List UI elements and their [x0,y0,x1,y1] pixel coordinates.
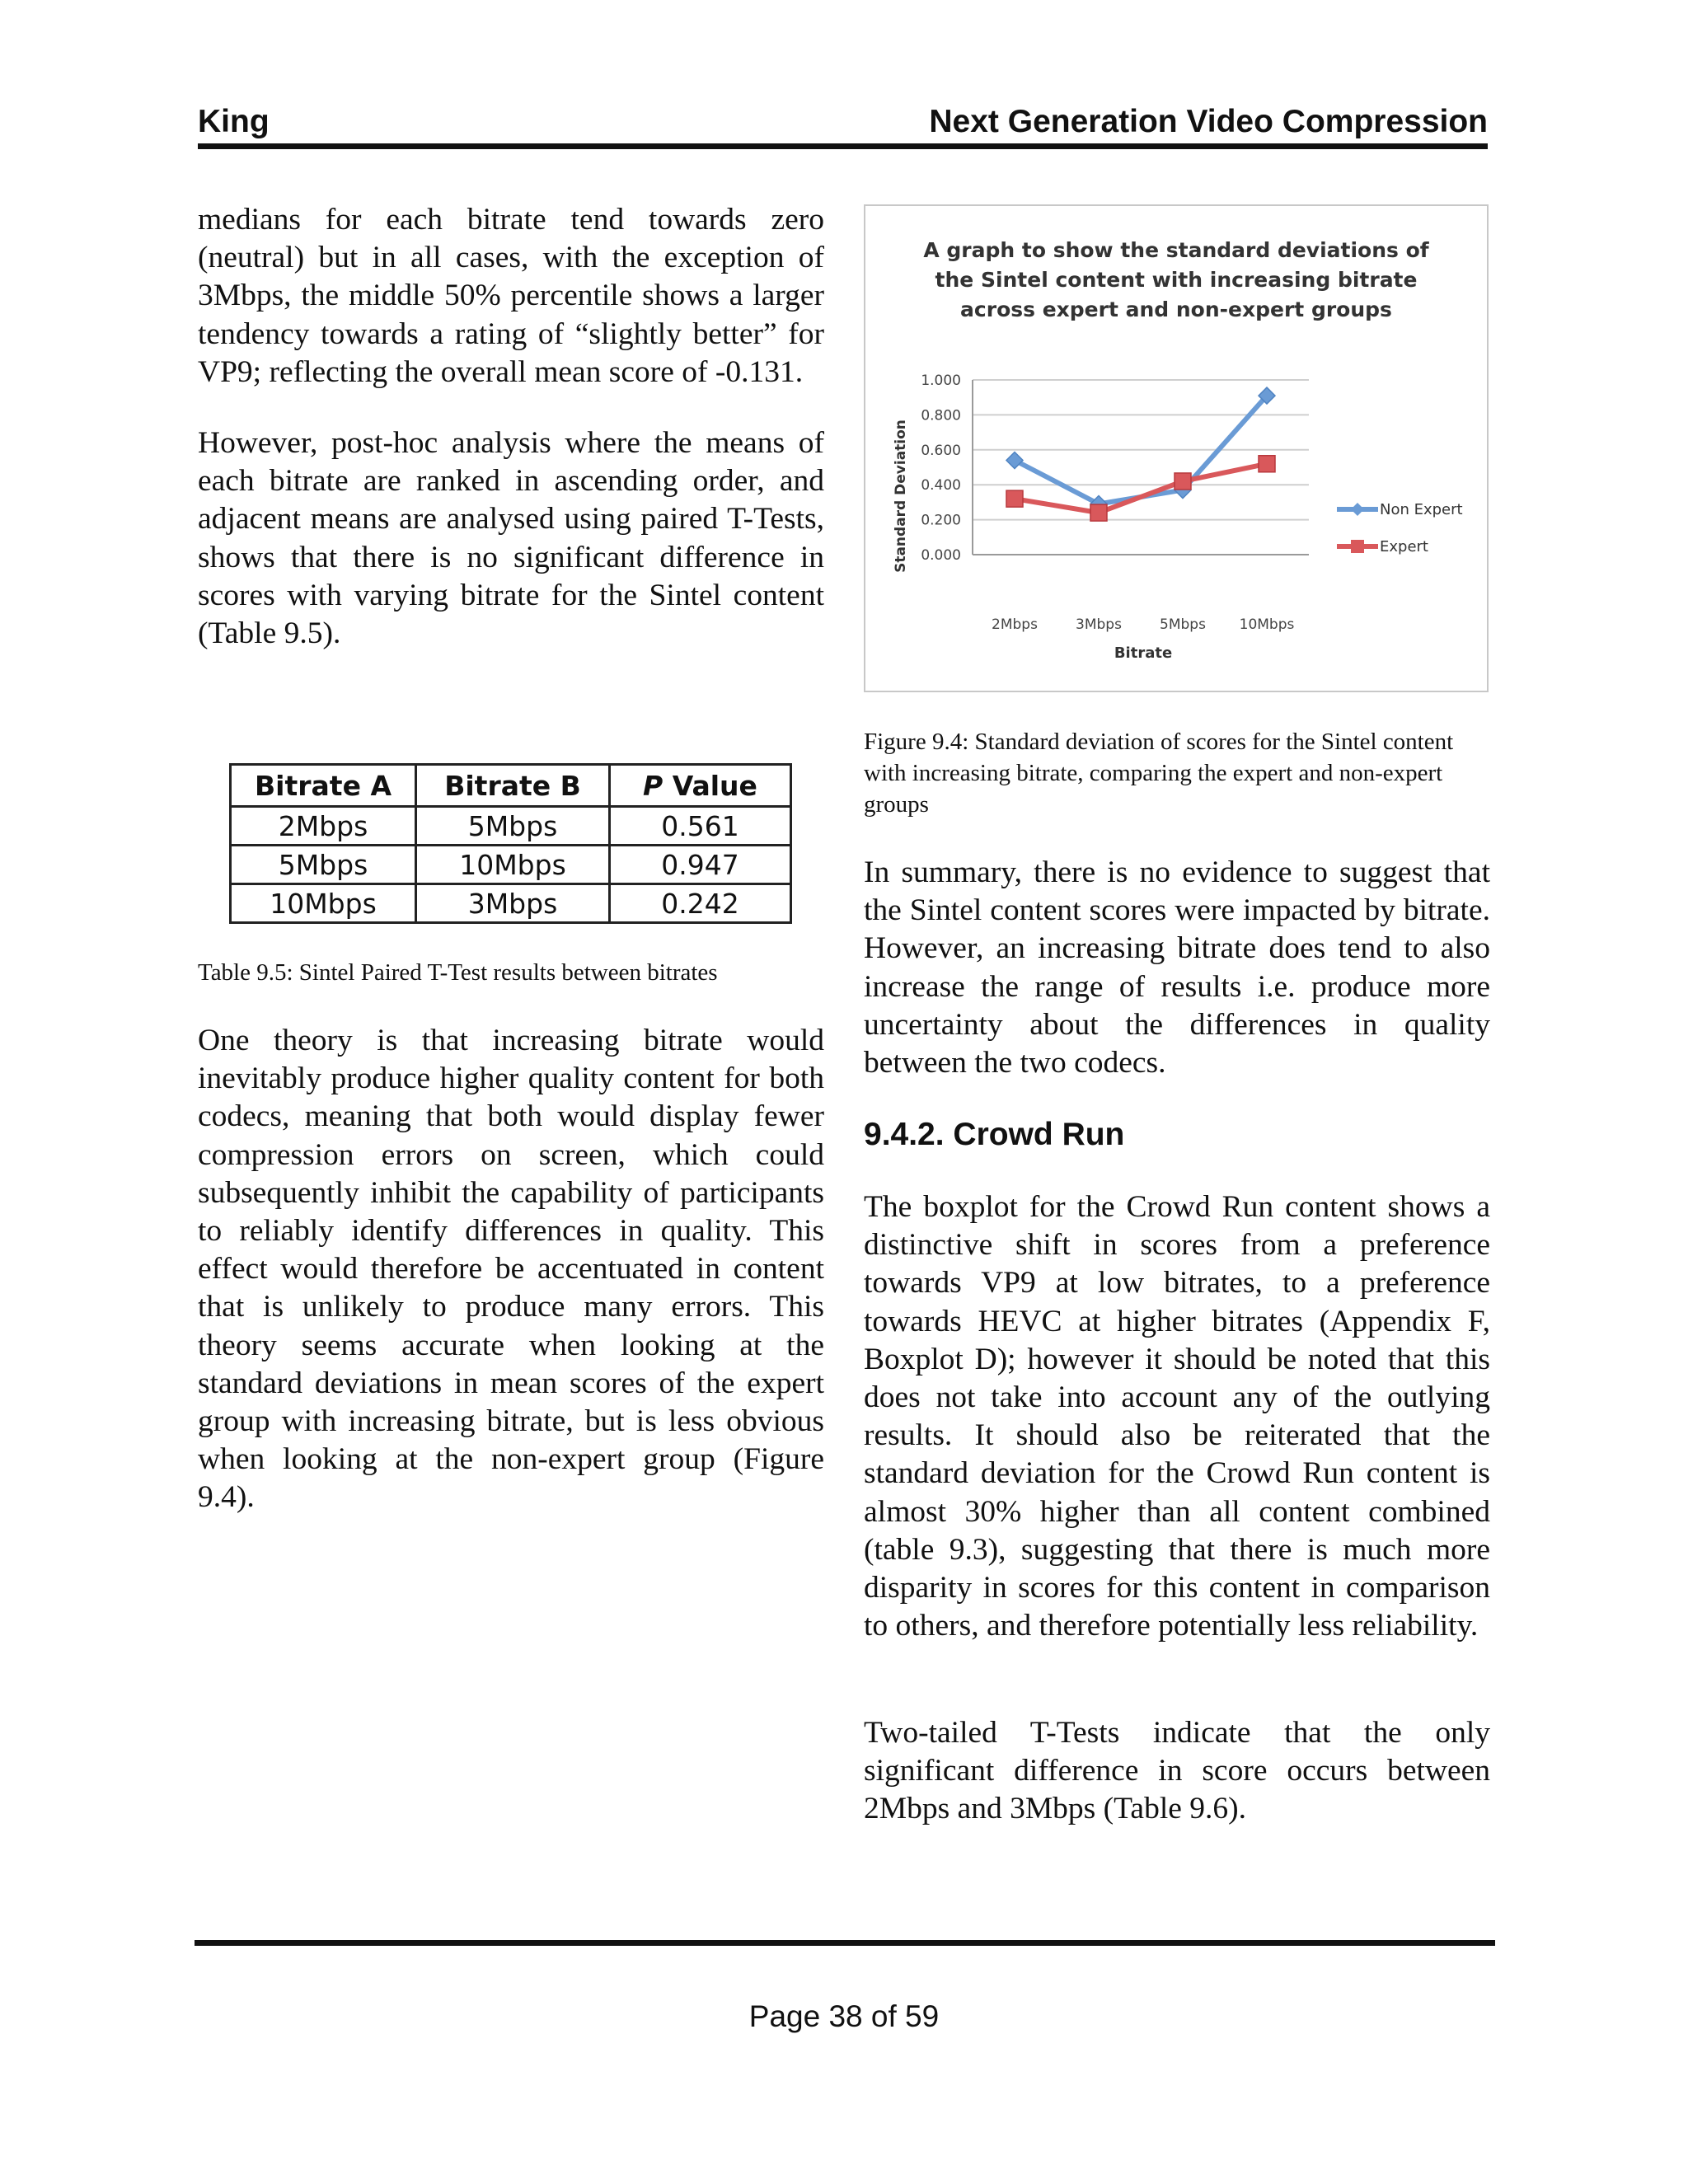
table-cell: 10Mbps [231,884,416,923]
right-paragraph-1: In summary, there is no evidence to suggest that the Sintel content scores were impacted by bitrate. However, an increasing bitrate does tend to also increase the range of results i.e. produce more uncertainty about the differences in quality between the two codecs. [864,855,1490,1080]
table-header-cell: Bitrate A [231,765,416,807]
chart-x-tick-label: 2Mbps [992,616,1038,633]
chart-y-ticks [921,373,961,564]
chart-point [1090,504,1107,521]
left-paragraph-1: medians for each bitrate tend towards zero (neutral) but in all cases, with the exception of 3Mbps, the middle 50% percentile shows a larger tendency towards a rating of “slightly better” for VP9; reflecting the overall mean score of -0.131. [198,203,824,389]
legend-marker [1351,503,1364,516]
table-cell: 0.947 [610,846,791,884]
chart-y-tick-label: 0.800 [921,407,961,424]
table-header-cell: Bitrate B [416,765,610,807]
left-paragraph-3: One theory is that increasing bitrate would inevitably produce higher quality content for both codecs, meaning that both would display fewer compression errors on screen, which could subsequently inhibit the capability of participants to reliably identify differences in quality. This effect would therefore be accentuated in content that is unlikely to produce many errors. This theory seems accurate when looking at the standard deviations in mean scores of the expert group with increasing bitrate, but is less obvious when looking at the non-expert group (Figure 9.4). [198,1024,824,1515]
chart-title-line: A graph to show the standard deviations of [923,238,1429,262]
chart-title-line: the Sintel content with increasing bitrate [935,268,1418,292]
left-column [198,201,824,653]
table-cell: 10Mbps [416,846,610,884]
table-cell: 0.242 [610,884,791,923]
chart-y-tick-label: 1.000 [921,373,961,389]
table-cell: 2Mbps [231,807,416,846]
chart-legend [1337,501,1463,555]
chart-y-tick-label: 0.200 [921,512,961,529]
chart-series-line-expert [1015,464,1267,513]
legend-marker [1351,540,1364,553]
p-symbol: P [643,769,663,802]
table-row [231,807,791,846]
chart-title-line: across expert and non-expert groups [960,298,1392,321]
table-cell: 5Mbps [416,807,610,846]
page-header [198,97,1488,149]
chart-x-axis-label: Bitrate [1114,644,1173,662]
chart-title [923,238,1429,321]
footer-rule [195,1940,1495,1946]
sintel-ttest-table [229,763,792,924]
header-author: King [198,104,270,139]
header-title: Next Generation Video Compression [929,104,1488,139]
legend-label: Non Expert [1380,501,1463,518]
chart-x-ticks [992,616,1294,633]
left-paragraph-2: However, post-hoc analysis where the means of each bitrate are ranked in ascending order, and adjacent means are analysed using paired T-Tests, shows that there is no significant difference in scores with varying bitrate for the Sintel content (Table 9.5). [198,426,824,651]
chart-point [1006,490,1023,507]
table-cell: 5Mbps [231,846,416,884]
right-paragraph-2: The boxplot for the Crowd Run content shows a distinctive shift in scores from a preference towards VP9 at low bitrates, to a preference towards HEVC at higher bitrates (Appendix F, Boxplot D); however it should be noted that this does not take into account any of the outlying results. It should also be reiterated that the standard deviation for the Crowd Run content is almost 30% higher than all content combined (table 9.3), suggesting that there is much more disparity in scores for this content in comparison to others, and therefore potentially less reliability. [864,1190,1490,1643]
chart-point [1259,456,1275,472]
page-number: Page 38 of 59 [748,1999,940,2033]
figure-9-4 [864,204,1489,692]
legend-label: Expert [1380,538,1428,555]
table-cell: 0.561 [610,807,791,846]
table-cell: 3Mbps [416,884,610,923]
chart-x-tick-label: 10Mbps [1239,616,1295,633]
table-caption: Table 9.5: Sintel Paired T-Test results between bitrates [198,959,718,986]
chart-y-tick-label: 0.400 [921,477,961,494]
chart-point [1175,473,1191,490]
chart-y-axis-label: Standard Deviation [893,419,909,573]
value-label: Value [672,769,757,802]
chart-x-tick-label: 5Mbps [1160,616,1206,633]
table-row [231,846,791,884]
table-row [231,884,791,923]
right-paragraph-3: Two-tailed T-Tests indicate that the only significant difference in score occurs between 2Mbps and 3Mbps (Table 9.6). [864,1716,1490,1826]
std-dev-line-chart [865,206,1487,691]
figure-caption: Figure 9.4: Standard deviation of scores for the Sintel content with increasing bitrate, comparing the expert and non-expert groups [864,729,1454,818]
table-header-cell [610,765,791,807]
chart-y-tick-label: 0.600 [921,442,961,459]
table-header-row [231,765,791,807]
chart-series [1006,387,1275,521]
chart-y-tick-label: 0.000 [921,547,961,564]
chart-x-tick-label: 3Mbps [1076,616,1122,633]
section-heading-crowd-run: 9.4.2. Crowd Run [864,1117,1125,1152]
